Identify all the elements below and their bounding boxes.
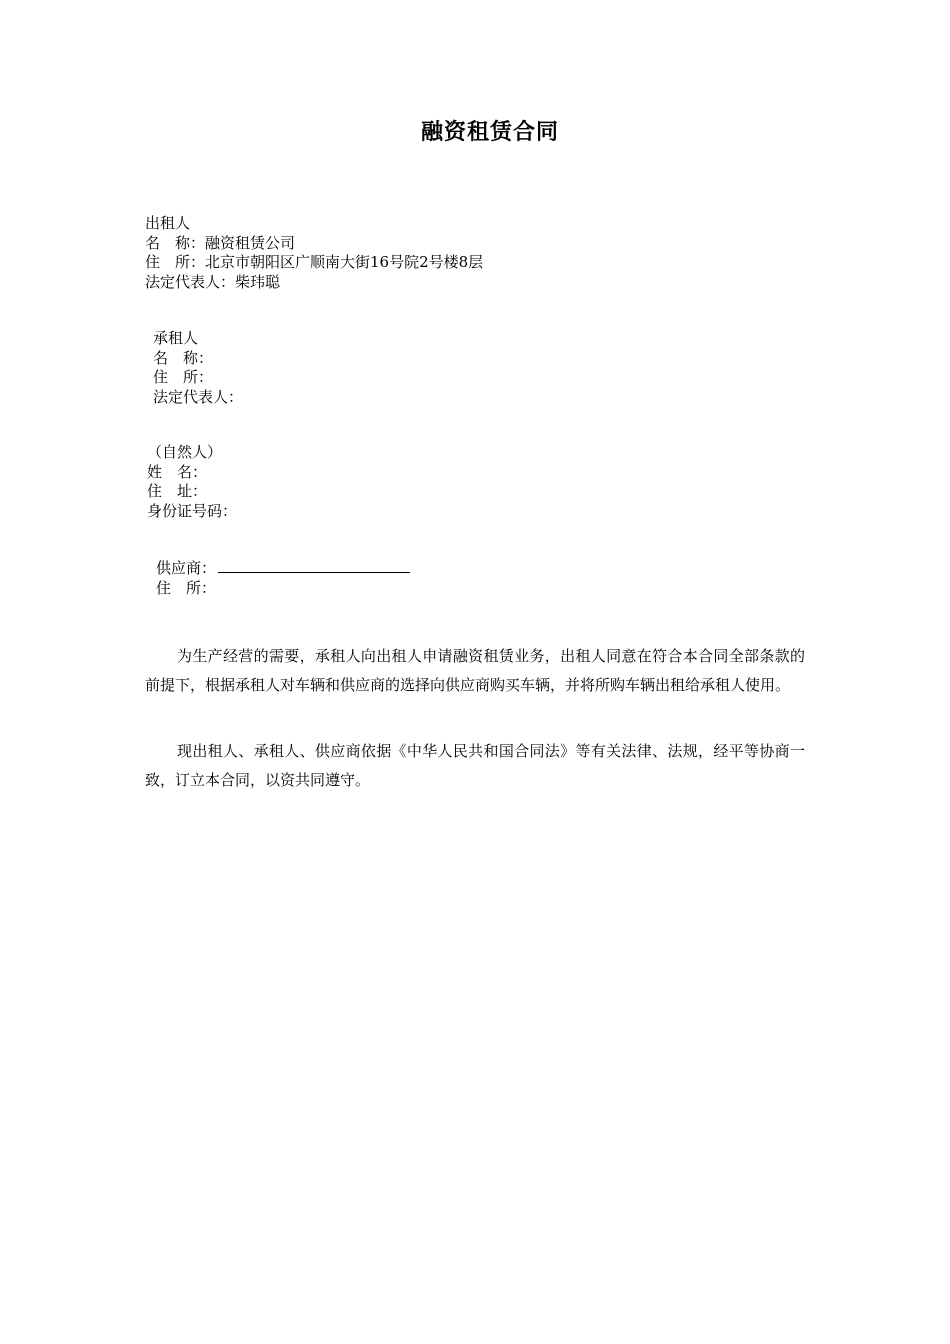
natural-person-id: 身份证号码：	[147, 501, 238, 520]
lessee-section	[153, 329, 243, 407]
supplier-section	[156, 558, 410, 598]
natural-person-name: 姓 名：	[147, 462, 208, 481]
lessor-section	[145, 214, 483, 292]
intro-paragraph: 为生产经营的需要，承租人向出租人申请融资租赁业务，出租人同意在符合本合同全部条款的前提下，根据承租人对车辆和供应商的选择向供应商购买车辆，并将所购车辆出租给承租人使用。	[145, 647, 805, 694]
supplier-address: 住 所：	[156, 578, 217, 597]
lessor-representative: 法定代表人：柴玮聪	[145, 272, 281, 291]
supplier-name-row	[156, 558, 410, 579]
lessor-address: 住 所：北京市朝阳区广顺南大街16号院2号楼8层	[145, 253, 484, 271]
agreement-paragraph: 现出租人、承租人、供应商依据《中华人民共和国合同法》等有关法律、法规，经平等协商一致，订立本合同，以资共同遵守。	[145, 742, 805, 789]
lessee-heading: 承租人	[153, 329, 199, 347]
natural-person-heading: （自然人）	[147, 443, 223, 461]
natural-person-address: 住 址：	[147, 482, 208, 500]
lessee-name: 名 称：	[153, 348, 214, 367]
lessor-heading: 出租人	[145, 214, 191, 232]
lessee-representative: 法定代表人：	[153, 387, 244, 406]
supplier-label: 供应商：	[156, 559, 217, 577]
natural-person-section	[147, 443, 237, 521]
lessor-name: 名 称：融资租赁公司	[145, 233, 296, 252]
document-title: 融资租赁合同	[420, 119, 559, 145]
lessee-address: 住 所：	[153, 368, 214, 386]
supplier-blank-line	[218, 558, 410, 573]
